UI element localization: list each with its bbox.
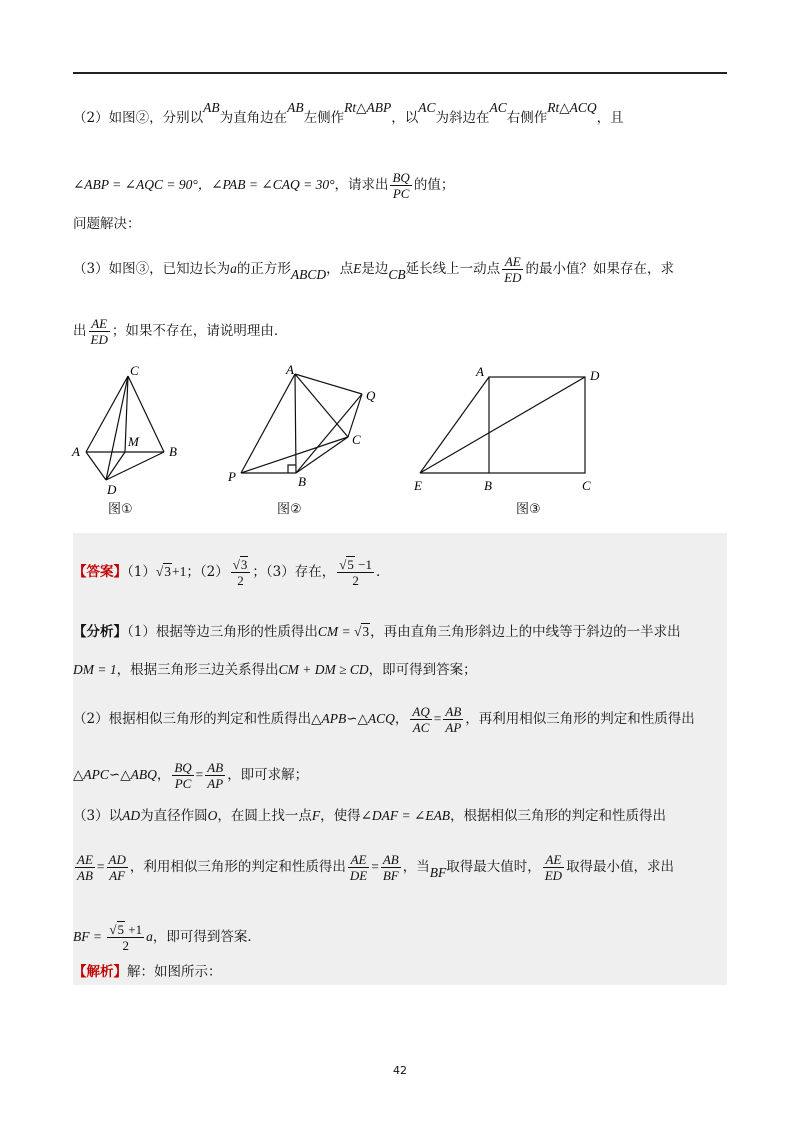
part2-text1: 为直角边在 <box>219 110 288 126</box>
part3-line2 <box>73 316 733 347</box>
part2-frac-num: BQ <box>392 170 410 185</box>
part2-text3: ，以 <box>391 110 419 126</box>
part2-frac-den: PC <box>392 186 410 201</box>
analysis-l2a: ，根据三角形三边关系得出 <box>116 662 279 678</box>
analysis-l3b: ，再利用相似三角形的判定和性质得出 <box>465 711 695 727</box>
analysis-l6f2d: AF <box>109 868 126 883</box>
analysis-line3: （2）根据相似三角形的判定和性质得出△APB∽△ACQ， $\frac{AQ}{AC}$ = $\frac{AB}{AP}$ ，再利用相似三角形的判定和性质得出 <box>73 704 695 735</box>
part3-line1 <box>73 254 733 285</box>
part3-text1: 的正方形 <box>236 261 291 277</box>
analysis-l7a: a <box>146 929 153 944</box>
answer-block <box>73 533 727 985</box>
answer-end: ． <box>375 564 390 580</box>
analysis-l5c: ，在圆上找一点 <box>217 808 312 824</box>
fig3-label-e: E <box>414 478 422 493</box>
part2-text4: 为斜边在 <box>435 110 490 126</box>
answer-v3-rest: −1 <box>354 557 372 572</box>
analysis-l4-frac1 <box>172 760 193 791</box>
analysis-l1rad: 3 <box>362 624 370 639</box>
analysis-l5d: ，使得 <box>320 808 361 824</box>
analysis-l5f: F <box>311 808 321 823</box>
analysis-l4f1n: BQ <box>174 760 192 775</box>
fig1-label-d: D <box>107 482 117 497</box>
analysis-l6bf: BF <box>429 865 447 880</box>
part2-ac: AC <box>418 100 436 115</box>
analysis-l1a: （1）根据等边三角形的性质得出 <box>127 624 318 640</box>
analysis-l6f1n: AE <box>77 852 93 867</box>
fig1-label-m: M <box>128 434 139 449</box>
analysis-l3f2n: AB <box>445 704 462 719</box>
part3-a: a <box>230 261 237 276</box>
answer-line: 【答案】（1）√3+1；（2） $\frac{√3}{2}$ ；（3）存在， $\frac{√5 -1}{2}$ ． <box>73 557 390 588</box>
analysis-line2 <box>73 660 733 680</box>
fig2-label-q: Q <box>366 388 376 403</box>
fig3-label-d: D <box>590 368 600 383</box>
answer-p2: （2） <box>199 564 229 580</box>
part3-text5: 的最小值？如果存在，求 <box>525 261 674 277</box>
part2-ac2: AC <box>489 100 507 115</box>
analysis-l3a: （2）根据相似三角形的判定和性质得出 <box>73 711 312 727</box>
analysis-l4f1d: PC <box>174 776 192 791</box>
analysis-l2m2: CM + DM ≥ CD <box>278 662 369 677</box>
analysis-l5e: ，根据相似三角形的判定和性质得出 <box>450 808 667 824</box>
analysis-l6d: 取得最小值，求出 <box>566 859 675 875</box>
analysis-l3-frac1 <box>410 704 431 735</box>
answer-v2-den: 2 <box>231 572 251 588</box>
analysis-l6c: 取得最大值时， <box>446 859 541 875</box>
part2-text2: 左侧作 <box>303 110 345 126</box>
part2-prefix: （2）如图②，分别以 <box>73 110 204 126</box>
analysis-l6a: ，利用相似三角形的判定和性质得出 <box>129 859 346 875</box>
analysis-l6f2n: AD <box>108 852 126 867</box>
analysis-l6-frac2 <box>107 852 128 883</box>
fig2-label-a: A <box>286 362 294 377</box>
part3-line2-end: ；如果不存在，请说明理由． <box>111 323 288 339</box>
answer-v2-num: 3 <box>240 557 248 572</box>
analysis-l6-frac1 <box>75 852 95 883</box>
fig1-label-a: A <box>72 444 80 459</box>
header-rule <box>73 72 727 74</box>
part2-text6: ，且 <box>596 110 624 126</box>
analysis-line4: △APC∽△ABQ， $\frac{BQ}{PC}$ = $\frac{AB}{AP}$ ，即可求解； <box>73 760 309 791</box>
analysis-line1: 【分析】（1）根据等边三角形的性质得出CM = √3，再由直角三角形斜边上的中线等于斜边的一半求出 <box>73 624 681 640</box>
part2-ask: ，请求出 <box>334 177 389 193</box>
analysis-l4f2n: AB <box>207 760 224 775</box>
part3-frac-num: AE <box>502 254 523 270</box>
page-number: 42 <box>393 1064 407 1077</box>
part2-rt-abp: Rt△ABP <box>344 100 392 115</box>
analysis-l3f1d: AC <box>412 720 430 735</box>
analysis-l5o: O <box>207 808 218 823</box>
analysis-line7 <box>73 922 733 953</box>
analysis-l2m: DM = 1 <box>73 662 117 677</box>
analysis-l3-frac2 <box>443 704 463 735</box>
analysis-l6f3n: AE <box>348 852 369 868</box>
solve-heading: 问题解决： <box>73 216 141 232</box>
analysis-l1m: CM = <box>317 624 354 639</box>
analysis-l6f4n: AB <box>382 852 399 867</box>
answer-v1-rest: +1； <box>172 564 200 579</box>
fig1-label-b: B <box>169 444 177 459</box>
analysis-l6f1d: AB <box>77 868 93 883</box>
part3-line2-prefix: 出 <box>73 323 87 339</box>
answer-v3-rad: 5 <box>347 557 354 572</box>
fig1-label-c: C <box>130 363 139 378</box>
part2-fraction <box>390 170 411 201</box>
analysis-l2b: ，即可得到答案； <box>368 662 477 678</box>
part3-abcd: ABCD <box>290 267 327 282</box>
analysis-l5ad: AD <box>122 808 141 823</box>
analysis-l6-frac4 <box>381 852 401 883</box>
fig2-label-p: P <box>228 469 236 484</box>
analysis-l4f2d: AP <box>207 776 224 791</box>
answer-v1-rad: 3 <box>164 564 172 579</box>
fig3-label-b: B <box>484 478 492 493</box>
analysis-l4-frac2 <box>205 760 225 791</box>
analysis-l5ang: ∠DAF = ∠EAB <box>360 808 451 823</box>
part3-fraction-2 <box>89 316 110 347</box>
part3-line2-den: ED <box>90 332 108 347</box>
analysis-l6-frac3 <box>348 852 369 883</box>
fig3-label-a: A <box>476 364 484 379</box>
analysis-l5a: （3）以 <box>73 808 123 824</box>
analysis-l7rest: +1 <box>125 922 143 937</box>
part2-ab: AB <box>203 100 220 115</box>
analysis-l6f5n: AE <box>543 852 564 868</box>
analysis-line5 <box>73 806 733 826</box>
analysis-line6: $\frac{AE}{AB}$ = $\frac{AD}{AF}$ ，利用相似三角形的判定和性质得出 $\frac{AE}{DE}$ = $\frac{AB}{BF}$ ，当BF取得最大值时， $\frac{AE}{ED}$ 取得最小值，求出 <box>77 852 675 883</box>
part2-rt-acq: Rt△ACQ <box>547 100 597 115</box>
fig3-label-c: C <box>582 478 591 493</box>
part2-ab2: AB <box>287 100 304 115</box>
part3-text3: 是边 <box>361 261 389 277</box>
analysis-l6f4d: BF <box>382 868 399 883</box>
analysis-l7den: 2 <box>122 938 129 953</box>
analysis-l1b: ，再由直角三角形斜边上的中线等于斜边的一半求出 <box>370 624 681 640</box>
analysis-l7-frac: $\frac{√5 +1}{2}$ <box>109 922 143 953</box>
analysis-l4b: ，即可求解； <box>227 767 309 783</box>
fig3-caption: 图③ <box>516 502 541 517</box>
part2-text5: 右侧作 <box>506 110 548 126</box>
answer-v2-fraction: $\frac{√3}{2}$ <box>231 557 251 588</box>
figure-3 <box>420 377 585 473</box>
part3-line2-num: AE <box>89 316 110 332</box>
part2-angles: ∠ABP = ∠AQC = 90°，∠PAB = ∠CAQ = 30° <box>73 177 335 192</box>
analysis-l6-frac5 <box>543 852 564 883</box>
fig1-caption: 图① <box>108 502 133 517</box>
analysis-l7m: BF = <box>73 929 106 944</box>
part3-cb: CB <box>388 267 406 282</box>
analysis-l5b: 为直径作圆 <box>140 808 208 824</box>
analysis-l4m: △APC∽△ABQ <box>73 767 157 782</box>
figure-2 <box>241 374 362 473</box>
analysis-l6b: ，当 <box>402 859 430 875</box>
answer-v3-fraction: $\frac{√5 -1}{2}$ <box>339 557 372 588</box>
fig2-caption: 图② <box>277 502 302 517</box>
solution-tag: 【解析】 <box>73 964 127 980</box>
analysis-l6f3d: DE <box>349 868 368 883</box>
analysis-tag: 【分析】 <box>73 624 127 640</box>
part2-ask-end: 的值； <box>413 177 455 193</box>
part3-text4: 延长线上一动点 <box>405 261 501 277</box>
part3-frac-den: ED <box>504 270 522 285</box>
figure-1 <box>86 376 164 480</box>
analysis-l6f5d: ED <box>544 868 563 883</box>
answer-v3-den: 2 <box>352 573 359 588</box>
answer-tag: 【答案】 <box>73 564 127 580</box>
part3-fraction <box>502 254 523 285</box>
analysis-l3m: △APB∽△ACQ <box>311 711 395 726</box>
fig2-label-c: C <box>352 432 361 447</box>
analysis-l3f2d: AP <box>445 720 462 735</box>
part3-e: E <box>353 261 362 276</box>
answer-p3: ；（3）存在， <box>252 564 336 580</box>
part2-line1 <box>73 100 733 128</box>
solution-text: 解：如图所示： <box>127 964 222 980</box>
fig2-label-b: B <box>298 474 306 489</box>
analysis-l3f1n: AQ <box>412 704 430 719</box>
part3-text2: ，点 <box>326 261 354 277</box>
solution-line <box>73 962 733 982</box>
part3-prefix: （3）如图③，已知边长为 <box>73 261 231 277</box>
part2-line2 <box>73 170 733 201</box>
answer-p1: （1） <box>127 564 156 580</box>
analysis-l7rad: 5 <box>117 922 124 937</box>
analysis-l7b: ，即可得到答案． <box>152 929 261 945</box>
